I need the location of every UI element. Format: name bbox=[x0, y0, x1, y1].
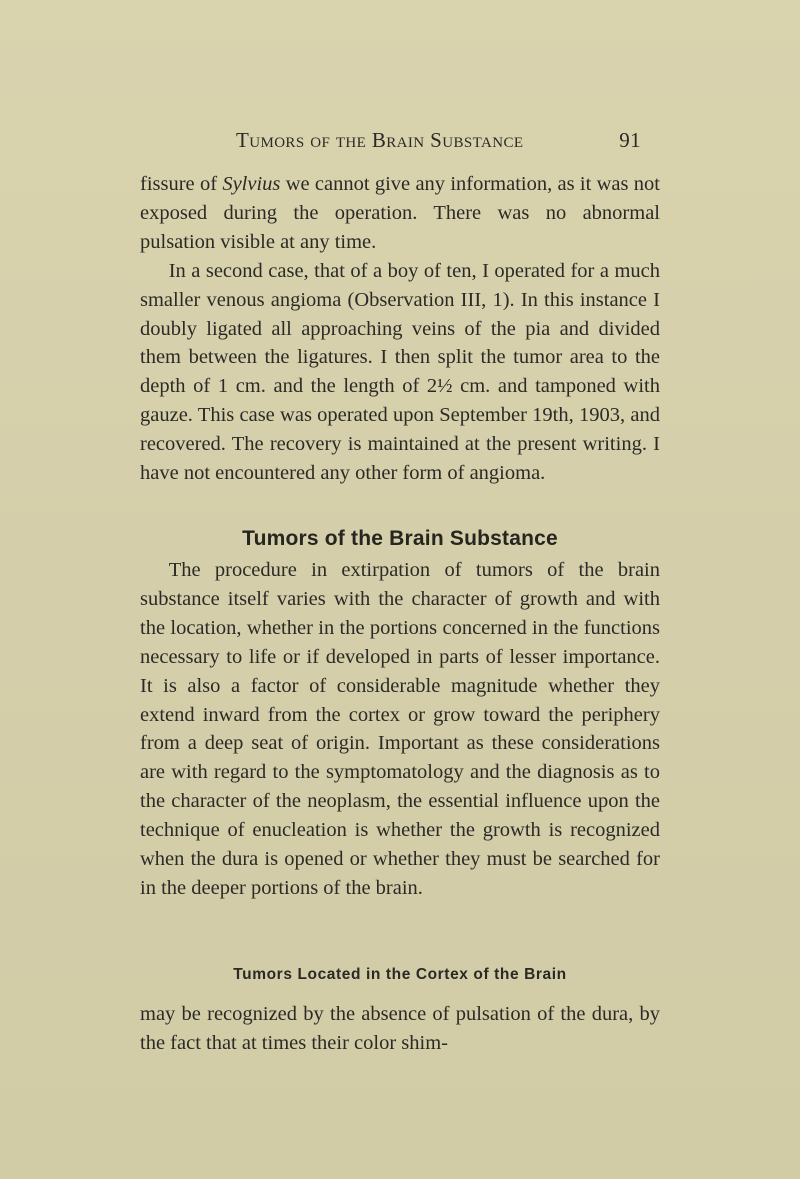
italic-term: Sylvius bbox=[222, 173, 281, 195]
text-block-continuation bbox=[140, 170, 660, 488]
section-heading: Tumors of the Brain Substance bbox=[242, 527, 558, 550]
page-number: 91 bbox=[619, 128, 641, 152]
running-head bbox=[236, 128, 641, 154]
text-block-cortex bbox=[140, 1000, 660, 1058]
paragraph-second-case: In a second case, that of a boy of ten, I operated for a much smaller venous angioma (Observation III, 1). In this instance I doubly ligated all approaching veins of the pia and divided them between the ligatures. I then split the tumor area to the depth of 1 cm. and the length of 2½ cm. and tamponed with gauze. This case was operated upon September 19th, 1903, and recovered. The recovery is maintained at the present writing. I have not encountered any other form of angioma. bbox=[140, 259, 660, 485]
text-block-procedure bbox=[140, 556, 660, 903]
paragraph-procedure: The procedure in extirpation of tumors of the brain substance itself varies with the character of growth and with the location, whether in the portions concerned in the functions necessary to life or if developed in parts of lesser importance. It is also a factor of considerable magnitude whether they extend inward from the cortex or grow toward the periphery from a deep seat of origin. Important as these considerations are with regard to the symptomatology and the diagnosis as to the character of the neoplasm, the essential influence upon the technique of enucleation is whether the growth is recognized when the dura is opened or whether they must be searched for in the deeper portions of the brain. bbox=[140, 559, 660, 899]
running-head-title: Tumors of the Brain Substance bbox=[236, 128, 524, 152]
paragraph-lead: fissure of bbox=[140, 173, 223, 195]
paragraph-sylvius bbox=[140, 170, 660, 257]
paragraph-cortex: may be recognized by the absence of pulsation of the dura, by the fact that at times their color shim- bbox=[140, 1003, 660, 1054]
paragraph-rest: we cannot give any information, as it was not exposed during the operation. There was no abnormal pulsation visible at any time. bbox=[140, 173, 660, 253]
subheading: Tumors Located in the Cortex of the Brain bbox=[233, 966, 567, 983]
